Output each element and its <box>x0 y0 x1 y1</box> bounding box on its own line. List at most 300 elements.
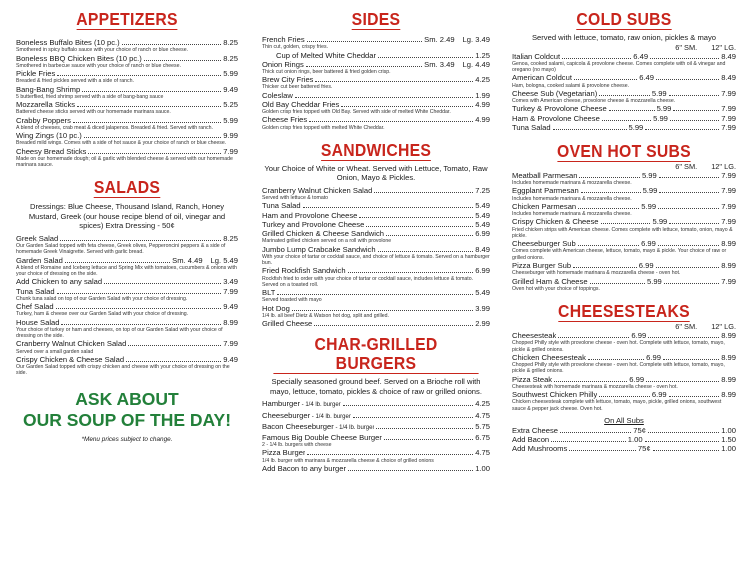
item-price: 9.49 <box>223 84 238 94</box>
leader-dots <box>669 223 719 224</box>
item-price: 5.99 <box>223 115 238 125</box>
item-row <box>16 100 238 109</box>
item-price: 8.25 <box>223 233 238 243</box>
item-name: Fried Rockfish Sandwich <box>262 266 346 276</box>
menu-item <box>262 319 490 328</box>
leader-dots <box>353 417 473 418</box>
menu-item <box>16 100 238 116</box>
price-small: Sm. 2.49 <box>424 35 455 44</box>
salads-list <box>16 234 238 377</box>
menu-item <box>262 245 490 267</box>
leader-dots <box>645 129 719 130</box>
item-price: 5.49 <box>475 219 490 229</box>
item-price: 1.99 <box>475 90 490 100</box>
item-description: Marinated grilled chicken served on a roll with provolone <box>262 238 392 245</box>
menu-item <box>262 100 490 116</box>
item-description: Your choice of turkey or ham and cheeses, on top of our Garden Salad with your choice of dressing on the side. <box>16 326 223 340</box>
leader-dots <box>374 192 473 193</box>
leader-dots <box>659 192 719 193</box>
menu-item <box>262 422 490 433</box>
item-price: 7.99 <box>223 146 238 156</box>
item-price: 5.49 <box>475 210 490 220</box>
item-price: 5.49 <box>475 201 490 211</box>
menu-item <box>16 339 238 355</box>
item-row <box>262 399 490 410</box>
item-row <box>16 38 238 47</box>
item-price: 8.99 <box>223 317 238 327</box>
item-name: Bang-Bang Shrimp <box>16 84 81 94</box>
hot-subs-sizes: 6" SM. 12" LG. <box>675 161 736 171</box>
item-row <box>512 390 736 399</box>
item-name: Crabby Poppers <box>16 115 71 125</box>
item-row <box>262 91 490 100</box>
item-description: A blend of Romaine and Iceberg lettuce and Spring Mix with tomatoes, cucumbers & onions with your choice of dressing on the side. <box>16 264 237 278</box>
item-row <box>512 123 736 132</box>
item-row <box>512 277 736 286</box>
leader-dots <box>558 337 629 338</box>
item-row <box>262 229 490 238</box>
menu-item <box>262 91 490 100</box>
item-name: American Coldcut <box>512 73 572 83</box>
item-name: Cranberry Walnut Chicken Salad <box>262 185 373 195</box>
price-small: 6.99 <box>641 239 656 249</box>
item-description: Breaded & fried pickles served with a side of ranch. <box>16 78 134 85</box>
leader-dots <box>602 120 651 121</box>
item-name: Brew City Fries <box>262 75 314 85</box>
price-small: 5.99 <box>641 170 657 180</box>
leader-dots <box>670 120 719 121</box>
item-price: 6.99 <box>475 229 490 239</box>
item-description: Our Garden Salad topped with feta cheese, Greek olives, Pepperoncini peppers & a side of homemade Greek Vinaigrette. Served with garlic bread. <box>16 243 226 256</box>
menu-item <box>16 85 238 101</box>
price-small: 75¢ <box>633 425 646 435</box>
leader-dots <box>57 293 222 294</box>
item-name: Chef Salad <box>16 302 54 312</box>
menu-item <box>262 220 490 229</box>
item-name: Tuna Salad <box>262 201 301 211</box>
item-description: Thick cut onion rings, beer battered & fried golden crisp. <box>262 68 391 75</box>
item-description: Made on our homemade dough; oil & garlic with blended cheese & served with our homemade marinara sauce. <box>16 155 233 168</box>
menu-item <box>262 115 490 131</box>
menu-item <box>512 239 736 261</box>
leader-dots <box>553 129 627 130</box>
item-size: - 1/4 lb. burger <box>310 413 351 420</box>
price-note: *Menu prices subject to change. <box>81 435 173 443</box>
item-description: Smothered in spicy buffalo sauce with your choice of ranch or blue cheese. <box>16 47 189 54</box>
item-description: Cheesesteak with homemade marinara & mozzarella cheese - oven hot. <box>512 383 678 390</box>
item-row <box>512 331 736 340</box>
price-large: 7.99 <box>721 113 737 123</box>
left-column <box>16 8 238 443</box>
item-name: Mozzarella Sticks <box>16 100 76 109</box>
price-small: 5.99 <box>656 104 672 114</box>
price-small: 6.99 <box>631 331 647 340</box>
item-name: Italian Coldcut <box>512 51 561 61</box>
menu-item <box>512 217 736 239</box>
leader-dots <box>309 121 473 122</box>
hot-subs-list <box>512 171 736 292</box>
leader-dots <box>560 432 631 433</box>
item-description: Ham, bologna, cooked salami & provolone cheese. <box>512 82 630 89</box>
item-description: A blend of cheeses, crab meat & diced jalapenos. Breaded & fried. Served with ranch. <box>16 124 213 131</box>
item-row <box>16 54 238 63</box>
item-price: 6.75 <box>475 432 490 442</box>
price-large: 8.99 <box>721 331 737 340</box>
item-row <box>512 186 736 195</box>
item-row <box>16 318 238 327</box>
item-description: Served over a small garden salad <box>16 348 94 355</box>
price-small: 6.99 <box>651 390 667 400</box>
leader-dots <box>307 454 473 455</box>
sandwiches-list <box>262 186 490 328</box>
item-price: 4.75 <box>475 448 490 458</box>
item-price: 1.25 <box>475 50 490 60</box>
cold-subs-intro: Served with lettuce, tomato, raw onion, pickles & mayo <box>531 33 717 42</box>
menu-item <box>16 38 238 54</box>
leader-dots <box>590 283 645 284</box>
price-large: 7.99 <box>721 170 736 180</box>
menu-item <box>512 186 736 202</box>
cold-subs-heading: COLD SUBS <box>576 9 672 29</box>
price-large: 8.49 <box>721 51 736 61</box>
leader-dots <box>366 226 473 227</box>
menu-item <box>16 256 238 278</box>
item-description: Genoa, cooked salami, capicola & provolone cheese. Comes complete with oil & vinegar and oregano (no mayo) <box>512 60 726 73</box>
item-name: Greek Salad <box>16 233 59 243</box>
price-small: 5.99 <box>647 276 662 286</box>
item-row <box>16 339 238 348</box>
item-row <box>512 435 736 444</box>
menu-item <box>262 229 490 245</box>
item-price: 4.25 <box>475 75 490 85</box>
leader-dots <box>656 79 719 80</box>
item-description: Thin cut, golden, crispy fries. <box>262 44 329 51</box>
leader-dots <box>144 60 221 61</box>
leader-dots <box>65 262 170 263</box>
leader-dots <box>84 137 221 138</box>
item-name: Pizza Burger Sub <box>512 261 572 270</box>
price-large: Lg. 3.49 <box>462 35 490 44</box>
leader-dots <box>348 272 474 273</box>
item-row <box>262 288 490 297</box>
price-small: 5.99 <box>641 201 657 211</box>
item-name: Coleslaw <box>262 90 293 100</box>
leader-dots <box>126 361 221 362</box>
item-price: 4.25 <box>475 399 490 409</box>
item-description: Fried chicken strips with American cheese. Comes complete with lettuce, tomato, onion, mayo & pickle. <box>512 226 733 239</box>
menu-item <box>262 75 490 91</box>
price-small: 5.99 <box>651 88 667 98</box>
item-row <box>262 100 490 109</box>
item-name: Ham & Provolone Cheese <box>512 113 600 123</box>
price-large: 8.99 <box>721 261 736 270</box>
item-name: Pizza Steak <box>512 374 553 384</box>
item-name: BLT <box>262 288 276 298</box>
soup-line-2: OUR SOUP OF THE DAY! <box>22 409 232 430</box>
leader-dots <box>650 58 719 59</box>
item-row <box>262 211 490 220</box>
item-name: Crispy Chicken & Cheese Salad <box>16 354 125 364</box>
leader-dots <box>348 470 473 471</box>
leader-dots <box>376 428 473 429</box>
menu-item <box>512 390 736 412</box>
item-price: 4.99 <box>475 99 490 109</box>
item-description: Golden crisp fries topped with melted White Cheddar. <box>262 124 385 131</box>
cheesesteaks-list <box>512 331 736 412</box>
leader-dots <box>307 41 423 42</box>
menu-item <box>262 266 490 288</box>
menu-item <box>16 131 238 147</box>
leader-dots <box>60 240 221 241</box>
soup-line-1: ASK ABOUT <box>75 388 179 409</box>
item-name: Garden Salad <box>16 255 63 265</box>
item-row <box>262 186 490 195</box>
leader-dots <box>673 110 719 111</box>
item-name: Turkey and Provolone Cheese <box>262 219 365 229</box>
item-row <box>512 114 736 123</box>
item-row <box>512 202 736 211</box>
leader-dots <box>292 310 473 311</box>
leader-dots <box>378 251 474 252</box>
leader-dots <box>659 177 720 178</box>
item-row <box>512 89 736 98</box>
item-description: 5 butterflied, fried shrimp served with a side of bang-bang sauce <box>16 93 164 100</box>
item-price: 1.00 <box>475 463 490 473</box>
price-large: 7.99 <box>721 217 736 227</box>
item-row <box>16 85 238 94</box>
item-name: Southwest Chicken Philly <box>512 390 598 400</box>
item-name: Chicken Cheesesteak <box>512 352 586 362</box>
salads-heading: SALADS <box>93 177 161 198</box>
price-large: 1.50 <box>721 435 736 445</box>
item-row <box>16 69 238 78</box>
leader-dots <box>562 58 631 59</box>
leader-dots <box>554 381 627 382</box>
item-name: Add Bacon <box>512 435 550 445</box>
leader-dots <box>588 359 644 360</box>
item-name: Cheeseburger - 1/4 lb. burger <box>262 410 351 420</box>
menu-item <box>512 261 736 277</box>
item-name: Pickle Fries <box>16 69 56 78</box>
menu-item <box>16 116 238 132</box>
item-name: Famous Big Double Cheese Burger <box>262 432 382 442</box>
item-name: Cheesesteak <box>512 331 557 340</box>
item-price: 7.99 <box>223 286 238 296</box>
item-name: Wing Zings (10 pc.) <box>16 131 82 140</box>
leader-dots <box>277 294 473 295</box>
leader-dots <box>599 396 650 397</box>
leader-dots <box>648 337 719 338</box>
menu-item <box>512 89 736 105</box>
leader-dots <box>658 245 719 246</box>
leader-dots <box>303 207 474 208</box>
item-description: Thicker cut beer battered fries. <box>262 84 333 91</box>
item-row <box>262 422 490 433</box>
leader-dots <box>104 283 221 284</box>
cheesesteaks-heading: CHEESESTEAKS <box>558 301 690 321</box>
leader-dots <box>658 208 719 209</box>
item-price: 3.49 <box>223 277 238 287</box>
item-name: French Fries <box>262 35 305 44</box>
item-row <box>262 35 490 44</box>
item-row <box>16 116 238 125</box>
leader-dots <box>73 122 221 123</box>
item-row <box>262 115 490 124</box>
item-row <box>512 261 736 270</box>
item-name: Grilled Chicken & Cheese Sandwich <box>262 229 384 239</box>
price-small: 75¢ <box>637 444 651 454</box>
item-price: 5.25 <box>223 100 238 109</box>
item-name: Meatball Parmesan <box>512 170 578 180</box>
item-name: Boneless BBQ Chicken Bites (10 pc.) <box>16 53 142 63</box>
item-row <box>262 411 490 422</box>
item-row <box>262 464 490 473</box>
burgers-heading: CHAR-GRILLED BURGERS <box>273 335 478 374</box>
leader-dots <box>386 235 473 236</box>
leader-dots <box>341 106 473 107</box>
item-row <box>16 147 238 156</box>
menu-item <box>512 375 736 391</box>
leader-dots <box>578 245 639 246</box>
item-price: 5.75 <box>475 421 490 431</box>
item-name: Chicken Parmesan <box>512 201 577 211</box>
item-description: Chopped Philly style with provolone cheese - oven hot. Complete with lettuce, tomato, mayo, pickle & grilled onions. <box>512 362 725 375</box>
appetizers-list <box>16 38 238 168</box>
item-price: 7.99 <box>223 339 238 349</box>
price-small: 5.99 <box>652 217 668 227</box>
leader-dots <box>646 381 719 382</box>
menu-item <box>262 51 490 60</box>
item-row <box>16 302 238 311</box>
item-description: Comes complete with American cheese, lettuce, tomato, mayo & pickle. Your choice of raw or grilled onions. <box>512 248 727 261</box>
item-row <box>16 287 238 296</box>
menu-item <box>512 114 736 123</box>
item-row <box>262 245 490 254</box>
item-row <box>16 277 238 286</box>
item-description: 2 - 1/4 lb. burgers with cheese <box>262 442 332 449</box>
price-large: 7.99 <box>721 104 737 114</box>
item-price: 9.49 <box>223 302 238 312</box>
leader-dots <box>359 217 473 218</box>
price-small: 5.99 <box>628 122 644 132</box>
item-price: 2.99 <box>475 319 490 329</box>
item-name: Onion Rings <box>262 59 304 69</box>
item-name: Pizza Burger <box>262 448 306 458</box>
item-row <box>16 131 238 140</box>
price-large: 8.99 <box>721 352 736 362</box>
price-small: 6.49 <box>639 73 654 83</box>
leader-dots <box>314 325 473 326</box>
item-row <box>16 256 238 265</box>
menu-item <box>262 201 490 210</box>
item-description: Cheeseburger with homemade marinara & mozzarella cheese - oven hot. <box>512 270 681 277</box>
item-row <box>512 73 736 82</box>
price-large: 1.00 <box>721 444 736 454</box>
item-row <box>512 444 736 453</box>
item-name: Add Bacon to any burger <box>262 463 347 473</box>
salads-dressings: Dressings: Blue Cheese, Thousand Island, Ranch, Honey Mustard, Greek (our house recipe blend of oil, vinegar and spices) Extra Dressing - 50¢ <box>28 202 226 231</box>
leader-dots <box>599 95 650 96</box>
menu-item <box>512 277 736 293</box>
item-row <box>512 217 736 226</box>
item-row <box>512 171 736 180</box>
leader-dots <box>122 44 222 45</box>
leader-dots <box>378 57 473 58</box>
item-price: 8.25 <box>223 53 238 63</box>
item-price: 4.75 <box>475 410 490 420</box>
burgers-intro: Specially seasoned ground beef. Served on a Brioche roll with mayo, lettuce, tomato, pickles & choice of raw or grilled onions. <box>270 377 482 396</box>
menu-item <box>262 433 490 449</box>
item-description: Oven hot with your choice of toppings. <box>512 285 600 292</box>
item-name: Cheese Fries <box>262 115 308 125</box>
item-name: Cheese Sub (Vegetarian) <box>512 88 598 98</box>
item-price: 4.99 <box>475 115 490 125</box>
leader-dots <box>128 345 221 346</box>
item-row <box>262 433 490 442</box>
leader-dots <box>664 283 719 284</box>
item-description: Golden crisp fries topped with Old Bay. Served with side of melted White Cheddar. <box>262 109 451 116</box>
cold-subs-list <box>512 52 736 132</box>
hot-subs-heading: OVEN HOT SUBS <box>557 140 691 161</box>
menu-item <box>16 147 238 169</box>
leader-dots <box>77 106 221 107</box>
item-description: Turkey, ham & cheese over our Garden Salad with your choice of dressing. <box>16 311 189 318</box>
item-price: 9.49 <box>223 354 238 364</box>
item-name: Boneless Buffalo Bites (10 pc.) <box>16 38 120 47</box>
sides-heading: SIDES <box>351 9 401 29</box>
price-large: 7.99 <box>721 122 736 132</box>
leader-dots <box>573 267 637 268</box>
item-name: Crispy Chicken & Cheese <box>512 217 599 227</box>
menu-item <box>512 202 736 218</box>
item-name: Tuna Salad <box>512 122 551 132</box>
price-large: 7.99 <box>721 186 737 196</box>
price-small: 6.99 <box>646 352 661 362</box>
menu-item <box>16 318 238 340</box>
item-name: Grilled Ham & Cheese <box>512 276 588 286</box>
leader-dots <box>306 66 422 67</box>
leader-dots <box>645 441 720 442</box>
item-description: Chopped Philly style with provolone cheese - oven hot. Complete with lettuce, tomato, mayo, pickle & grilled onions. <box>512 340 725 353</box>
price-large: Lg. 4.49 <box>462 59 490 69</box>
cold-subs-sizes: 6" SM. 12" LG. <box>675 42 736 52</box>
item-row <box>512 104 736 113</box>
item-description: Our Garden Salad topped with crispy chicken and cheese with your choice of dressing on the side. <box>16 364 230 377</box>
item-description: Served with lettuce & tomato <box>262 195 329 202</box>
leader-dots <box>82 91 221 92</box>
price-large: Lg. 5.49 <box>210 255 238 265</box>
price-small: 1.00 <box>627 435 643 445</box>
item-name: Add Chicken to any salad <box>16 277 103 287</box>
sandwiches-intro: Your Choice of White or Wheat. Served with Lettuce, Tomato, Raw Onion, Mayo & Pickles. <box>264 163 488 183</box>
item-row <box>262 51 490 60</box>
price-small: 6.49 <box>633 51 649 61</box>
leader-dots <box>343 405 474 406</box>
item-description: Smothered in barbecue sauce with your choice of ranch or blue cheese. <box>16 62 181 69</box>
leader-dots <box>648 432 719 433</box>
price-large: 8.99 <box>721 239 736 249</box>
price-small: 5.99 <box>642 186 658 196</box>
item-price: 9.99 <box>223 131 238 140</box>
menu-item <box>16 234 238 256</box>
burgers-list <box>262 399 490 473</box>
item-description: Served toasted with mayo <box>262 297 322 304</box>
menu-item <box>512 426 736 435</box>
item-description: With your choice of tartar or cocktail sauce, and choice of lettuce & tomato. Served on a hamburger bun. <box>262 253 490 267</box>
menu-item <box>16 302 238 318</box>
item-row <box>512 239 736 248</box>
leader-dots <box>569 450 636 451</box>
